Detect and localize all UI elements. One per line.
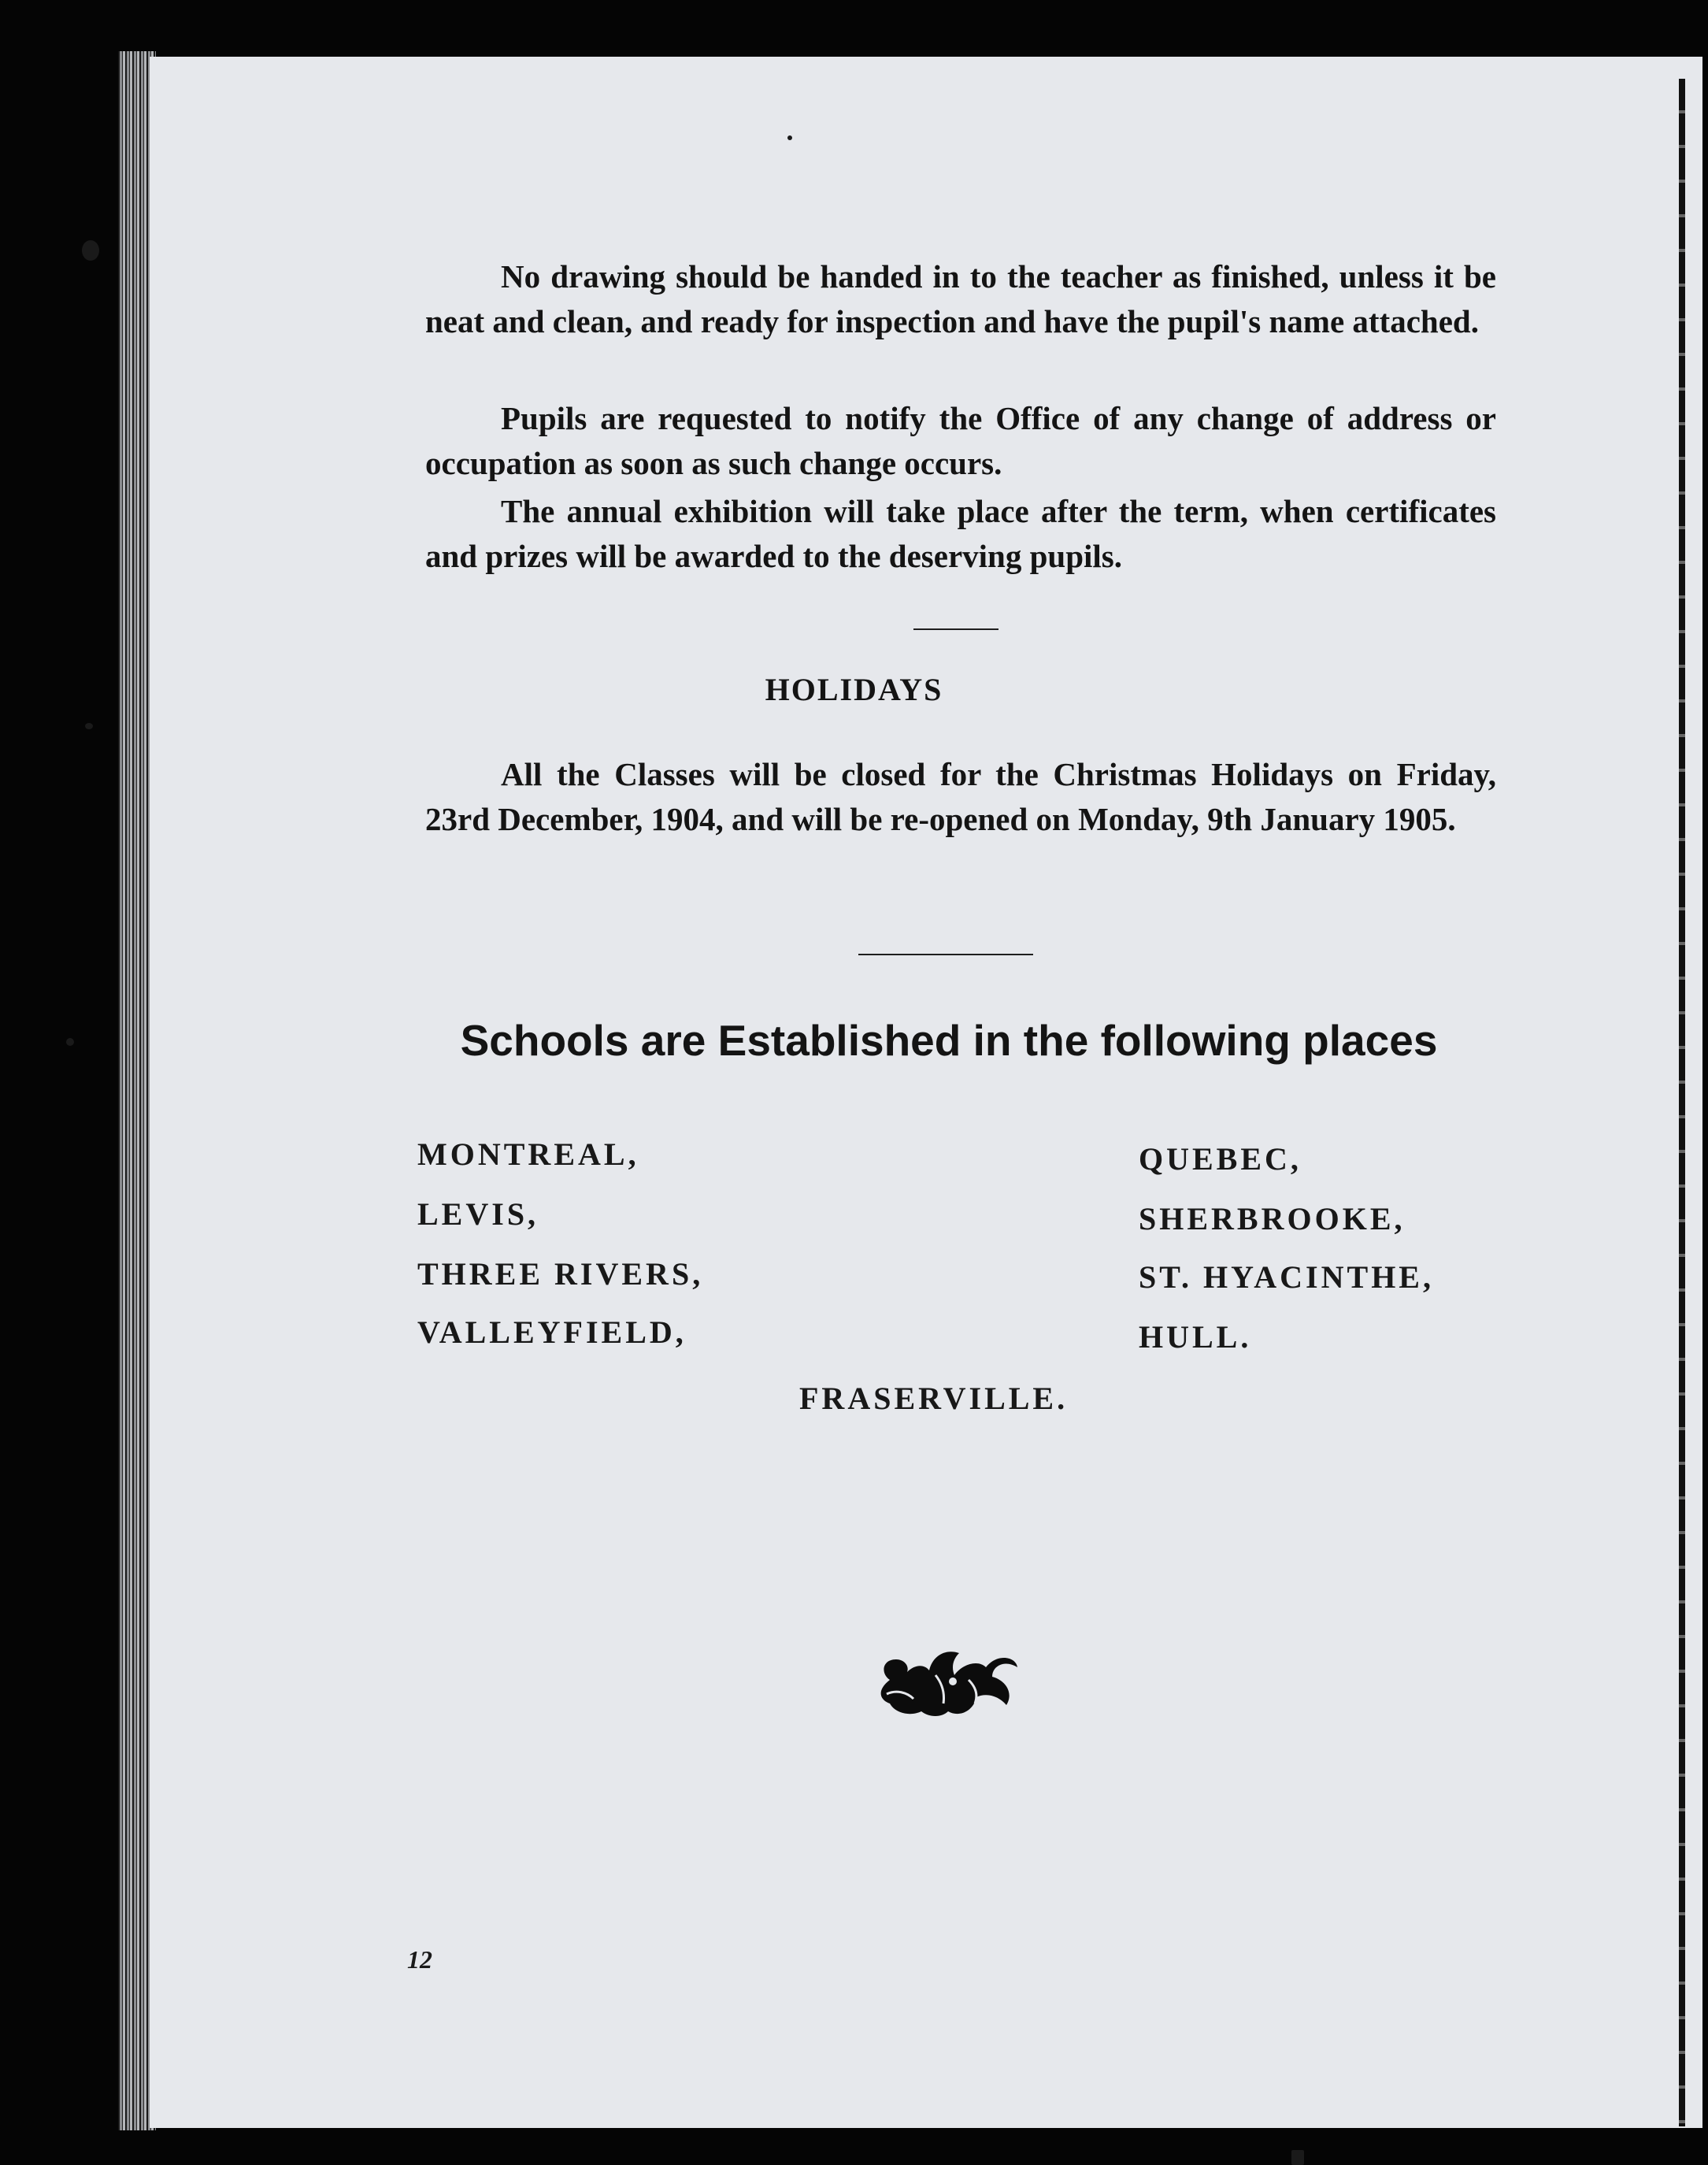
place-quebec: QUEBEC, <box>1139 1141 1302 1177</box>
scan-speck <box>1291 2150 1304 2165</box>
page-number: 12 <box>407 1945 432 1974</box>
place-valleyfield: VALLEYFIELD, <box>417 1314 687 1350</box>
scan-speck <box>85 723 93 729</box>
place-three-rivers: THREE RIVERS, <box>417 1256 704 1292</box>
address-change-paragraph: Pupils are requested to notify the Office of any change of address or occupation as soon as such change occurs. <box>425 400 1496 481</box>
section-divider <box>858 954 1033 955</box>
scan-speck <box>787 135 792 140</box>
scan-speck <box>66 1038 74 1046</box>
holidays-heading: HOLIDAYS <box>765 672 943 707</box>
page-right-edge <box>1679 79 1685 2126</box>
annual-exhibition-paragraph: The annual exhibition will take place after the term, when certificates and prizes will be awarded to the deserving pupils. <box>425 493 1496 574</box>
place-montreal: MONTREAL, <box>417 1136 639 1172</box>
holidays-paragraph: All the Classes will be closed for the Christmas Holidays on Friday, 23rd December, 1904, and will be re-opened on Monday, 9th January 1905. <box>425 756 1496 837</box>
place-levis: LEVIS, <box>417 1196 539 1232</box>
place-sherbrooke: SHERBROOKE, <box>1139 1201 1406 1236</box>
place-st-hyacinthe: ST. HYACINTHE, <box>1139 1259 1434 1295</box>
scanned-page <box>150 57 1702 2128</box>
drawing-instructions-paragraph: No drawing should be handed in to the teacher as finished, unless it be neat and clean, and ready for inspection and have the pupil's name attached. <box>425 258 1496 339</box>
place-fraserville: FRASERVILLE. <box>799 1381 1069 1416</box>
place-hull: HULL. <box>1139 1319 1252 1355</box>
schools-heading: Schools are Established in the following places <box>460 1016 1438 1065</box>
section-divider <box>913 628 998 630</box>
scan-speck <box>82 240 99 261</box>
floral-ornament-icon <box>866 1618 1024 1721</box>
